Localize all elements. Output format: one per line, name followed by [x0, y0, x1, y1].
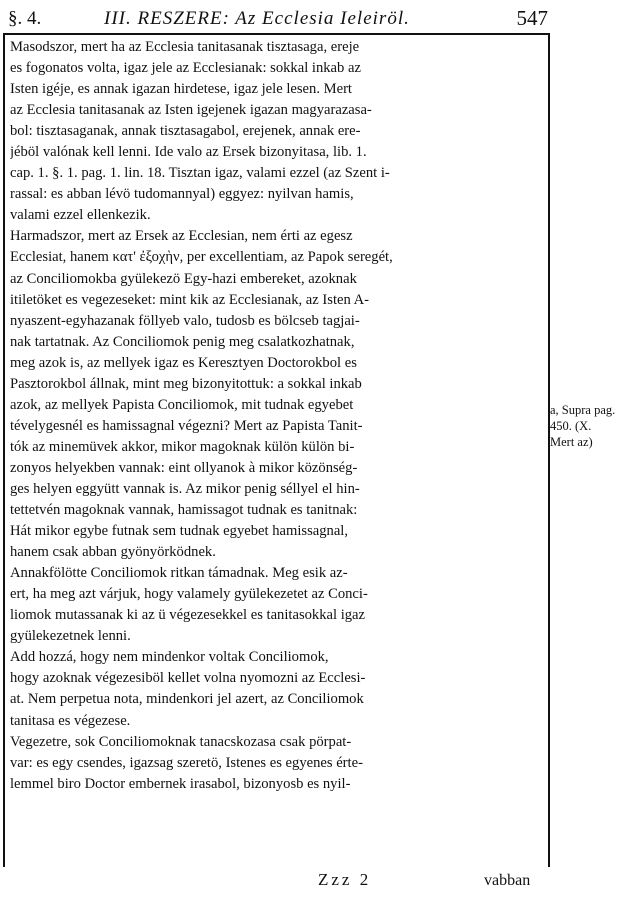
text-line: tévelygesnél es hamissagnal végezni? Mert az Papista Tanit- — [10, 417, 363, 434]
text-line: nak tartatnak. Az Conciliomok penig meg csalatkozhatnak, — [10, 333, 355, 350]
text-line: Add hozzá, hogy nem mindenkor voltak Conciliomok, — [10, 649, 329, 666]
text-line: Annakfölötte Conciliomok ritkan támadnak. Meg esik az- — [10, 565, 348, 582]
text-line: azok, az mellyek Papista Conciliomok, mit tudnak egyebet — [10, 396, 354, 413]
text-line: jéböl valónak kell lenni. Ide valo az Ersek bizonyitasa, lib. 1. — [10, 144, 367, 161]
text-line: tók az minemüvek akkor, mikor magoknak külön külön bi- — [10, 438, 355, 455]
text-line: valami ezzel ellenkezik. — [10, 207, 151, 224]
text-line: Pasztorokbol állnak, mint meg bizonyitottuk: a sokkal inkab — [10, 375, 362, 392]
text-line: Hát mikor egybe futnak sem tudnak egyebet hamissagnal, — [10, 523, 348, 540]
left-frame-rule — [3, 33, 5, 867]
text-line: at. Nem perpetua nota, mindenkori jel azert, az Conciliomok — [10, 691, 364, 708]
text-line: es fogonatos volta, igaz jele az Ecclesianak: sokkal inkab az — [10, 60, 361, 77]
text-line: Vegezetre, sok Conciliomoknak tanacskozasa csak pörpat- — [10, 733, 352, 750]
text-line: az Ecclesia tanitasanak az Isten igejenek igazan magyarazasa- — [10, 102, 372, 119]
catchword: vabban — [484, 872, 531, 889]
text-line: var: es egy csendes, igazsag szeretö, Istenes es egyenes érte- — [10, 754, 363, 771]
page-footer — [0, 868, 550, 896]
text-line: az Conciliomokba gyülekezö Egy-hazi embereket, azoknak — [10, 270, 357, 287]
text-line: gyülekezetnek lenni. — [10, 628, 131, 645]
text-line: tanitasa es végezese. — [10, 712, 131, 729]
section-number: §. 4. — [8, 8, 42, 29]
signature-mark: Zzz 2 — [318, 870, 372, 889]
text-line: itiletöket es vegezeseket: mint kik az Ecclesianak, az Isten A- — [10, 291, 370, 308]
text-line: Harmadszor, mert az Ersek az Ecclesian, nem érti az egesz — [10, 228, 353, 245]
text-line: bol: tisztasaganak, annak tisztasagabol, erejenek, annak ere- — [10, 123, 361, 140]
text-line: hogy azoknak végezesiböl kellet volna nyomozni az Ecclesi- — [10, 670, 366, 687]
margin-note — [550, 402, 636, 450]
running-header — [8, 6, 548, 32]
text-line: liomok mutassanak ki az ü végezesekkel es tanitasokkal igaz — [10, 607, 365, 624]
margin-note-line: 450. (X. — [550, 419, 592, 433]
text-line: cap. 1. §. 1. pag. 1. lin. 18. Tisztan igaz, valami ezzel (az Szent i- — [10, 165, 390, 182]
text-line: ert, ha meg azt várjuk, hogy valamely gyülekezetet az Conci- — [10, 586, 368, 603]
header-rule — [4, 33, 550, 35]
text-line: meg azok is, az mellyek igaz es Keresztyen Doctorokbol es — [10, 354, 357, 371]
text-line: rassal: es abban lévö tudomannyal) eggyez: nyilvan hamis, — [10, 186, 354, 203]
text-line: lemmel biro Doctor embernek irasabol, bizonyosb es nyil- — [10, 775, 351, 792]
margin-note-line: a, Supra pag. — [550, 403, 616, 417]
text-line: Masodszor, mert ha az Ecclesia tanitasanak tisztasaga, ereje — [10, 39, 360, 55]
text-line: hanem csak abban gyönyörködnek. — [10, 544, 216, 561]
text-line: Ecclesiat, hanem κατ' ἐξοχὴν, per excellentiam, az Papok seregét, — [10, 249, 393, 266]
body-text — [10, 37, 544, 795]
page-number: 547 — [516, 6, 548, 30]
text-line: ges helyen eggyütt vannak is. Az mikor penig séllyel el hin- — [10, 480, 360, 497]
running-title: III. RESZERE: Az Ecclesia Ieleiröl. — [104, 8, 410, 29]
margin-note-line: Mert az) — [550, 435, 593, 449]
text-line: zonyos helyekben vannak: eint ollyanok à mikor közönség- — [10, 459, 358, 476]
text-line: nyaszent-egyhazanak föllyeb valo, tudosb es bölcseb tagjai- — [10, 312, 360, 329]
text-line: tettetvén magoknak vannak, hamissagot tudnak es tanitnak: — [10, 502, 358, 519]
right-frame-rule — [548, 33, 550, 867]
text-line: Isten igéje, es annak igazan hirdetese, igaz jele lesen. Mert — [10, 81, 352, 98]
